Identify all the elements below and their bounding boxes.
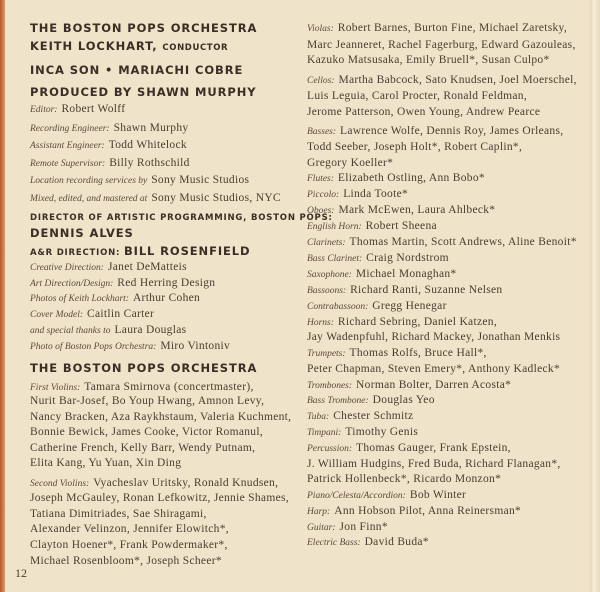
credit-names: Chester Schmitz [333,410,414,422]
credit-names: Lawrence Wolfe, Dennis Roy, James Orleans, [340,125,564,137]
credit-names: Billy Rothschild [109,157,190,169]
credit-line [307,378,511,393]
credit-line [307,140,522,154]
credit-line [307,203,495,218]
credit-line [307,330,560,344]
credit-line [30,425,263,439]
credit-role-label: Guitar: [307,523,336,533]
credit-names: Jay Wadenpfuhl, Richard Mackey, Jonathan Menkis [307,331,561,343]
credit-role-label: Electric Bass: [307,538,361,548]
credit-names: Thomas Rolfs, Bruce Hall*, [349,347,487,359]
credit-role-label: Bass Clarinet: [307,254,363,264]
credit-line [30,173,249,188]
credit-names: Elizabeth Ostling, Ann Bobo* [337,172,485,184]
credit-role-label: Trumpets: [307,349,346,359]
credit-line [30,260,187,275]
credit-role-label: Mixed, edited, and mastered at [30,194,148,204]
credit-names: Robert Wolff [61,103,126,115]
credit-line [30,441,255,455]
credit-line [307,73,577,88]
credit-names: Bonnie Bewick, James Cooke, Victor Romanul, [30,426,264,438]
credit-names: Robert Barnes, Burton Fine, Michael Zaretsky, [337,22,568,34]
credit-role-label: Clarinets: [307,238,346,248]
credit-role-label: Saxophone: [307,270,352,280]
section-heading [30,361,257,375]
credit-role-label: Creative Direction: [30,263,104,273]
credit-names: Kazuko Matsusaka, Emily Bruell*, Susan Culpo* [307,54,550,66]
credit-names: Red Herring Design [117,277,216,289]
credit-role-label: Flutes: [307,174,334,184]
section-heading [30,39,228,55]
credit-names: Laura Douglas [114,324,187,336]
credit-names: Richard Ranti, Suzanne Nelsen [350,284,503,296]
credit-line [30,276,215,291]
credit-role-label: Recording Engineer: [30,124,110,134]
credit-names: Douglas Yeo [372,394,435,406]
credit-line [30,456,181,470]
section-heading [30,226,134,240]
credit-line [30,410,291,424]
credit-role-label: First Violins: [30,383,81,393]
section-heading [30,63,243,77]
credit-line [30,102,125,117]
credit-line [307,362,560,376]
credit-line [307,219,437,234]
credit-names: Arthur Cohen [132,292,201,304]
credit-role-label: Bassoons: [307,286,347,296]
credit-line [30,307,154,322]
credit-line [30,339,230,354]
heading-text: A&R DIRECTION: [30,248,121,258]
credit-names: J. William Hudgins, Fred Buda, Richard Flanagan*, [307,458,561,470]
credit-names: Nancy Bracken, Aza Raykhstaum, Valeria Kuchment, [30,411,292,423]
credit-names: Linda Toote* [343,188,409,200]
role-suffix: CONDUCTOR [162,43,229,53]
credit-line [307,504,521,519]
credit-line [307,535,429,550]
credit-role-label: Photos of Keith Lockhart: [30,294,129,304]
credit-line [307,315,497,330]
credit-names: Janet DeMatteis [107,261,187,273]
credit-names: Elita Kang, Yu Yuan, Xin Ding [30,457,182,469]
heading-text: PRODUCED BY SHAWN MURPHY [30,85,257,99]
credit-role-label: Piano/Celesta/Accordion: [307,491,406,501]
credit-line [30,191,281,206]
credit-names: Joseph McGauley, Ronan Lefkowitz, Jennie Shames, [30,492,289,504]
heading-text: DENNIS ALVES [30,226,134,240]
credit-line [30,138,187,153]
credit-line [30,121,188,136]
credit-line [307,171,485,186]
credit-line [307,346,487,361]
credit-line [30,491,289,505]
heading-text: THE BOSTON POPS ORCHESTRA [30,361,258,375]
credit-names: Clayton Hoener*, Frank Powdermaker*, [30,539,228,551]
credit-role-label: Oboes: [307,206,335,216]
page-number: 12 [15,566,27,580]
credit-line [307,156,393,170]
credit-line [30,323,186,338]
credit-role-label: Basses: [307,127,337,137]
credit-names: Nurit Bar-Josef, Bo Youp Hwang, Amnon Levy, [30,395,265,407]
credit-names: Shawn Murphy [113,122,189,134]
credit-line [30,476,278,491]
credit-line [30,554,222,568]
credit-names: Sony Music Studios, NYC [151,192,281,204]
credit-line [30,291,200,306]
credit-names: Todd Seeber, Joseph Holt*, Robert Caplin*, [307,141,523,153]
page-edge-left [0,0,5,592]
section-heading [30,21,257,35]
credit-role-label: Tuba: [307,412,330,422]
credit-names: Richard Sebring, Daniel Katzen, [337,316,497,328]
credit-names: Catherine French, Kelly Barr, Wendy Putnam, [30,442,256,454]
credit-line [307,251,449,266]
credit-names: Sony Music Studios [151,174,250,186]
credit-names: Alexander Velinzon, Jennifer Elowitch*, [30,523,229,535]
credit-role-label: Cellos: [307,76,335,86]
credit-names: Patrick Hollenbeck*, Ricardo Monzon* [307,473,502,485]
credit-role-label: Harp: [307,507,331,517]
credit-role-label: Location recording services by [30,176,148,186]
credit-line [307,53,550,67]
credit-line [307,393,435,408]
credit-names: Robert Sheena [365,220,437,232]
credit-names: Vyacheslav Uritsky, Ronald Knudsen, [93,477,279,489]
section-heading [30,244,250,260]
credit-line [307,457,561,471]
credit-line [307,124,563,139]
credit-names: Gregory Koeller* [307,157,394,169]
credit-names: Thomas Gauger, Frank Epstein, [356,442,511,454]
credit-names: Marc Jeanneret, Rachel Fagerburg, Edward Gazouleas, [307,39,576,51]
credit-line [30,522,229,536]
credit-names: Luis Leguia, Carol Procter, Ronald Feldman, [307,90,528,102]
credit-line [307,235,577,250]
heading-text: INCA SON • MARIACHI COBRE [30,63,244,77]
credit-role-label: Timpani: [307,428,342,438]
credit-line [307,38,576,52]
credit-line [30,156,190,171]
credit-names: Tatiana Dimitriades, Sae Shiragami, [30,508,207,520]
credit-role-label: Horns: [307,318,334,328]
credit-names: Timothy Genis [345,426,419,438]
credit-names: Peter Chapman, Steven Emery*, Anthony Kadleck* [307,363,561,375]
credit-names: Miro Vintoniv [160,340,231,352]
credit-line [307,105,540,119]
credit-names: Jerome Patterson, Owen Young, Andrew Pearce [307,106,541,118]
heading-text: THE BOSTON POPS ORCHESTRA [30,21,258,35]
credit-role-label: Second Violins: [30,479,90,489]
credit-role-label: Percussion: [307,444,353,454]
credit-role-label: and special thanks to [30,326,111,336]
credit-role-label: Remote Supervisor: [30,159,106,169]
credit-names: Gregg Henegar [372,300,447,312]
credit-role-label: Contrabassoon: [307,302,369,312]
credit-names: Michael Monaghan* [355,268,457,280]
credit-names: Ann Hobson Pilot, Anna Reinersman* [334,505,522,517]
credit-line [307,267,456,282]
credit-line [307,409,413,424]
credit-names: Jon Finn* [339,521,388,533]
credit-names: Craig Nordstrom [366,252,449,264]
credit-role-label: Art Direction/Design: [30,279,114,289]
credit-line [307,89,527,103]
credit-role-label: Piccolo: [307,190,340,200]
credit-names: Bob Winter [409,489,467,501]
credit-line [307,187,408,202]
credit-line [307,299,447,314]
credit-role-label: Bass Trombone: [307,396,369,406]
credit-role-label: English Horn: [307,222,362,232]
section-heading [30,211,333,225]
credit-role-label: Trombones: [307,381,353,391]
credit-line [30,380,254,395]
credit-names: Norman Bolter, Darren Acosta* [356,379,512,391]
credit-names: Todd Whitelock [108,139,187,151]
credit-line [307,425,418,440]
credit-names: Michael Rosenbloom*, Joseph Scheer* [30,555,222,567]
credit-names: Mark McEwen, Laura Ahlbeck* [338,204,496,216]
credit-role-label: Editor: [30,105,58,115]
heading-text: KEITH LOCKHART, [30,39,158,53]
credit-line [30,394,264,408]
credit-line [307,283,502,298]
credit-names: David Buda* [364,536,429,548]
page-fold-right [590,0,600,592]
heading-text: DIRECTOR OF ARTISTIC PROGRAMMING, BOSTON POPS: [30,213,333,223]
credit-line [30,507,207,521]
heading-name: BILL ROSENFIELD [123,244,251,258]
credit-role-label: Photo of Boston Pops Orchestra: [30,342,157,352]
credit-line [307,21,567,36]
credit-names: Martha Babcock, Sato Knudsen, Joel Moerschel, [338,74,577,86]
section-heading [30,85,256,99]
credit-names: Tamara Smirnova (concertmaster), [84,381,254,393]
credit-line [307,441,511,456]
credit-role-label: Violas: [307,24,334,34]
credit-names: Thomas Martin, Scott Andrews, Aline Benoit* [349,236,577,248]
credit-line [307,520,388,535]
credit-line [30,538,228,552]
credit-names: Caitlin Carter [87,308,155,320]
credit-line [307,472,501,486]
credit-role-label: Assistant Engineer: [30,141,105,151]
credit-line [307,488,466,503]
credit-role-label: Cover Model: [30,310,84,320]
